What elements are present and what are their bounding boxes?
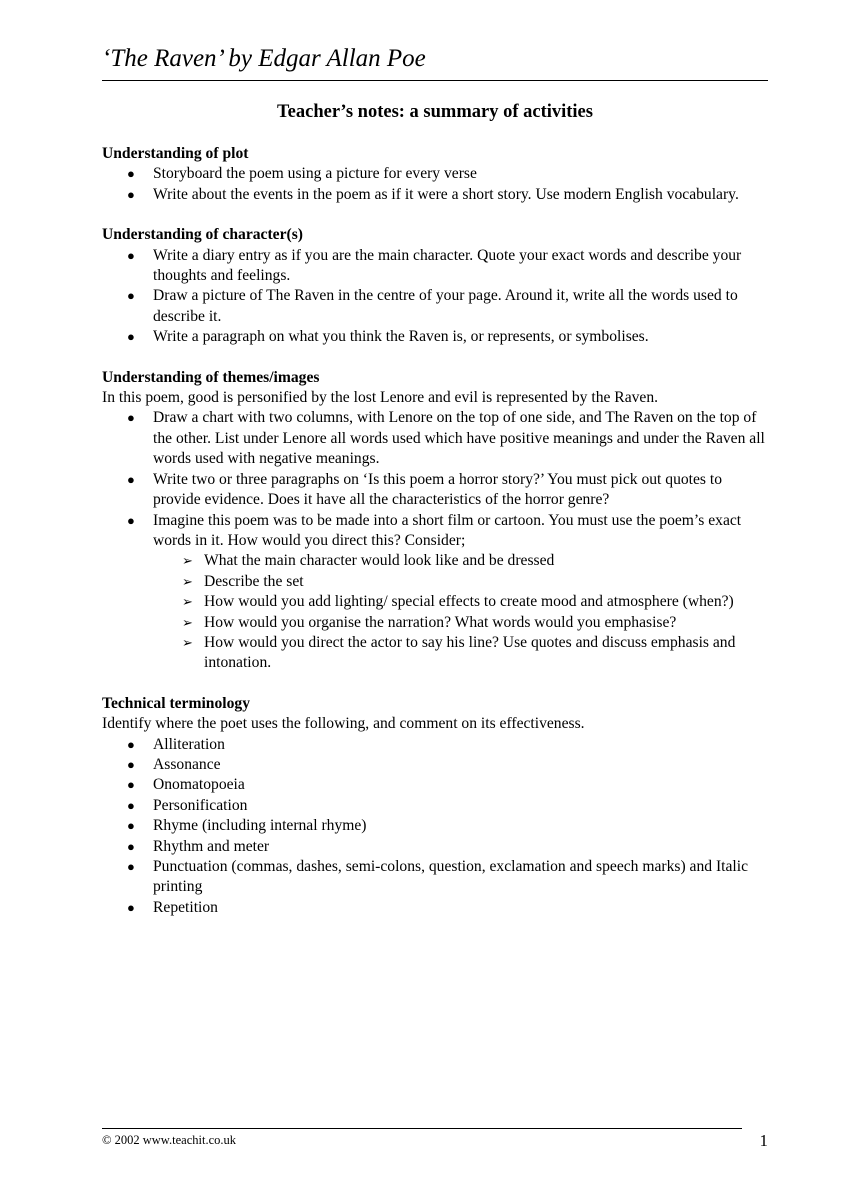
page-footer bbox=[102, 1128, 742, 1148]
list-item-text: Assonance bbox=[153, 755, 221, 773]
list-item bbox=[102, 837, 768, 857]
list-item bbox=[102, 470, 768, 511]
arrowhead-icon: ➢ bbox=[182, 573, 193, 589]
list-item bbox=[102, 185, 768, 205]
sub-list bbox=[102, 551, 768, 673]
bullet-dot-icon: ● bbox=[127, 329, 135, 345]
bullet-dot-icon: ● bbox=[127, 512, 135, 528]
bullet-dot-icon: ● bbox=[127, 899, 135, 915]
list-item-text: Alliteration bbox=[153, 735, 225, 753]
bullet-dot-icon: ● bbox=[127, 838, 135, 854]
bullet-dot-icon: ● bbox=[127, 288, 135, 304]
section-heading: Understanding of themes/images bbox=[102, 368, 320, 386]
sub-list-item bbox=[102, 613, 768, 633]
list-item-text: Personification bbox=[153, 796, 248, 814]
bullet-dot-icon: ● bbox=[127, 410, 135, 426]
list-item-text: Write a diary entry as if you are the main character. Quote your exact words and describe your thoughts and feelings. bbox=[153, 246, 742, 285]
list-item bbox=[102, 755, 768, 775]
list-item-text: Imagine this poem was to be made into a short film or cartoon. You must use the poem’s exact words in it. How would you direct this? Consider; bbox=[153, 511, 742, 549]
sub-list-item-text: How would you direct the actor to say his line? Use quotes and discuss emphasis and intonation. bbox=[204, 633, 736, 672]
document-body bbox=[102, 96, 768, 938]
section bbox=[102, 694, 768, 918]
bullet-dot-icon: ● bbox=[127, 471, 135, 487]
sub-list-item-text: What the main character would look like and be dressed bbox=[204, 552, 555, 570]
list-item-text: Write a paragraph on what you think the Raven is, or represents, or symbolises. bbox=[153, 328, 649, 346]
bullet-list bbox=[102, 735, 768, 919]
bullet-list bbox=[102, 408, 768, 673]
bullet-dot-icon: ● bbox=[127, 166, 135, 182]
sub-list-item bbox=[102, 572, 768, 592]
bullet-dot-icon: ● bbox=[127, 736, 135, 752]
list-item bbox=[102, 898, 768, 918]
list-item-text: Repetition bbox=[153, 898, 218, 916]
sub-list-item-text: Describe the set bbox=[204, 572, 304, 590]
section bbox=[102, 144, 768, 205]
sub-list-item-text: How would you organise the narration? What words would you emphasise? bbox=[204, 613, 677, 631]
section-heading: Understanding of character(s) bbox=[102, 226, 303, 244]
list-item bbox=[102, 327, 768, 347]
copyright-text: © 2002 www.teachit.co.uk bbox=[102, 1133, 237, 1147]
page-header bbox=[102, 44, 768, 81]
sub-list-item bbox=[102, 633, 768, 674]
header-title: ‘The Raven’ by Edgar Allan Poe bbox=[102, 45, 426, 72]
list-item bbox=[102, 408, 768, 469]
list-item-text: Write about the events in the poem as if it were a short story. Use modern English vocabulary. bbox=[153, 185, 739, 203]
list-item bbox=[102, 164, 768, 184]
document-title: Teacher’s notes: a summary of activities bbox=[277, 102, 593, 122]
bullet-dot-icon: ● bbox=[127, 859, 135, 874]
bullet-dot-icon: ● bbox=[127, 818, 135, 834]
sub-list-item bbox=[102, 592, 768, 612]
arrowhead-icon: ➢ bbox=[182, 634, 193, 650]
list-item bbox=[102, 816, 768, 836]
list-item bbox=[102, 775, 768, 795]
list-item-text: Draw a picture of The Raven in the centre of your page. Around it, write all the words used to describe it. bbox=[153, 287, 738, 325]
sub-list-item bbox=[102, 551, 768, 571]
list-item bbox=[102, 286, 768, 327]
list-item bbox=[102, 511, 768, 552]
bullet-dot-icon: ● bbox=[127, 247, 135, 263]
section-intro: Identify where the poet uses the following, and comment on its effectiveness. bbox=[102, 715, 585, 733]
arrowhead-icon: ➢ bbox=[182, 553, 193, 569]
bullet-list bbox=[102, 164, 768, 205]
bullet-dot-icon: ● bbox=[127, 777, 135, 793]
list-item-text: Rhythm and meter bbox=[153, 837, 270, 855]
list-item-text: Onomatopoeia bbox=[153, 776, 245, 794]
list-item-text: Write two or three paragraphs on ‘Is this poem a horror story?’ You must pick out quotes to provide evidence. Does it have all the characteristics of the horror genre? bbox=[153, 470, 723, 509]
bullet-dot-icon: ● bbox=[127, 186, 135, 202]
page-number: 1 bbox=[759, 1131, 768, 1150]
section bbox=[102, 368, 768, 674]
list-item-text: Punctuation (commas, dashes, semi-colons, question, exclamation and speech marks) and Italic printing bbox=[153, 858, 748, 896]
sub-list-item-text: How would you add lighting/ special effects to create mood and atmosphere (when?) bbox=[204, 593, 734, 611]
list-item bbox=[102, 735, 768, 755]
list-item bbox=[102, 246, 768, 287]
bullet-dot-icon: ● bbox=[127, 756, 135, 772]
list-item-text: Draw a chart with two columns, with Lenore on the top of one side, and The Raven on the top of the other. List under Lenore all words used which have positive meanings and under the Raven all words used with negative meanings. bbox=[153, 409, 765, 468]
section-heading: Understanding of plot bbox=[102, 145, 249, 162]
section-intro: In this poem, good is personified by the lost Lenore and evil is represented by the Raven. bbox=[102, 389, 659, 407]
list-item-text: Rhyme (including internal rhyme) bbox=[153, 817, 367, 835]
bullet-list bbox=[102, 246, 768, 348]
list-item bbox=[102, 857, 768, 898]
arrowhead-icon: ➢ bbox=[182, 614, 193, 630]
arrowhead-icon: ➢ bbox=[182, 594, 193, 610]
bullet-dot-icon: ● bbox=[127, 797, 135, 813]
list-item-text: Storyboard the poem using a picture for every verse bbox=[153, 165, 477, 183]
section bbox=[102, 225, 768, 347]
section-heading: Technical terminology bbox=[102, 694, 250, 712]
list-item bbox=[102, 796, 768, 816]
